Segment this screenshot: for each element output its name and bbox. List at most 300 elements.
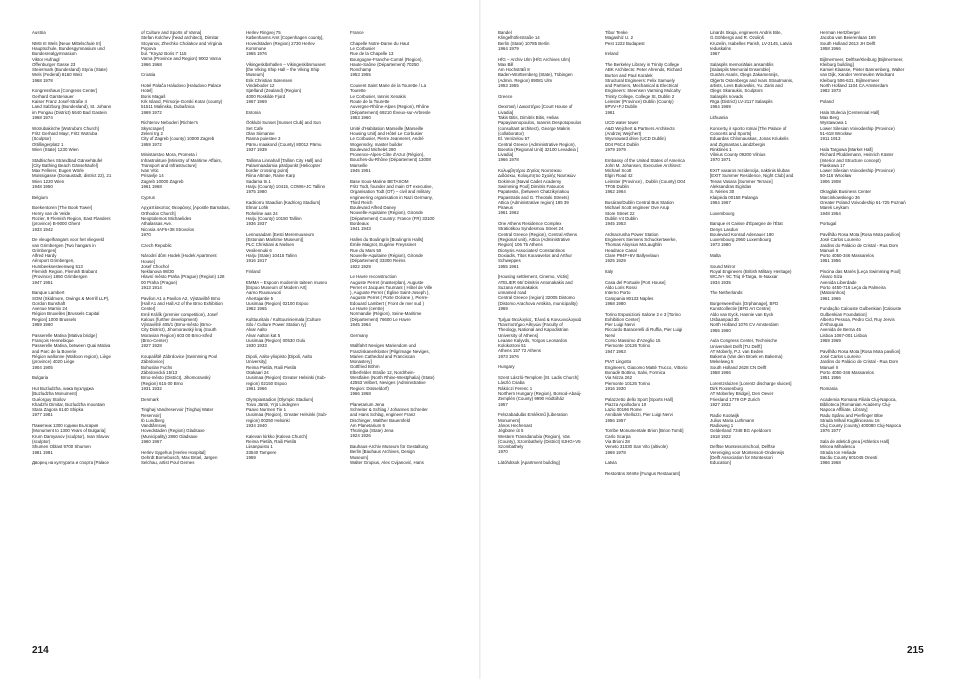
entry-line: van Grimbergen [Two hangars in bbox=[32, 242, 96, 248]
entry-line: Bohuslav Fuchs bbox=[141, 364, 173, 370]
entry-line: Pest 1222 Budapest bbox=[605, 40, 645, 46]
entry-line: Hovedstaden (Region) 2730 Herlev bbox=[246, 40, 315, 46]
entry-line: 1965 1976 bbox=[246, 51, 267, 57]
entry-line: Otakaari 24 bbox=[246, 369, 269, 375]
entry-line: Doxiadis, Titos Kouvavelos and Arthur bbox=[498, 252, 572, 258]
entry-line: Central Greece (region) 32005 Distomo bbox=[498, 295, 575, 301]
entry-line: Tibor Tenke bbox=[605, 30, 628, 35]
entry-heading-line: Richterov Neboderi [Richter's bbox=[141, 120, 198, 126]
entry-line: Rue du Mars 50 bbox=[350, 247, 382, 253]
entry-line: Dirk Roosenburg bbox=[710, 386, 743, 392]
entry-heading-line: Casa del Portuale [Port House] bbox=[605, 279, 666, 285]
entry-line: Friesland 1779 GP Zurich bbox=[710, 396, 760, 402]
entry-line: Napoca Affiliate, Library] bbox=[820, 407, 868, 413]
entry-line: Housing Unit] and Hôtel Le Corbusier bbox=[350, 130, 423, 136]
entry-line: 1947 1951 bbox=[32, 279, 53, 285]
right-page-column-2 bbox=[605, 30, 708, 620]
entry-line: 1945 1964 bbox=[350, 321, 371, 327]
entry-line: 1966 1968 bbox=[141, 61, 162, 67]
entry-line: (Interior and Structure concept) bbox=[820, 157, 881, 163]
entry-line: 1968 1980 bbox=[605, 300, 626, 306]
entry-line: Max Fellerer, Eugen Wörle bbox=[32, 168, 84, 174]
entry-line: Dokimon [Naval Cadet Academy bbox=[498, 178, 562, 184]
entry-line: Structural Engineers: Felix Samuely bbox=[605, 77, 675, 83]
entry-line: Radioweg 1 bbox=[710, 423, 734, 429]
entry-line: PLC Christiani & Nielsen bbox=[246, 242, 295, 248]
entry-heading-line: PIAT Lingotto bbox=[605, 359, 632, 365]
entry-line: (Region) 615 00 Brno bbox=[141, 380, 183, 386]
entry-line: Boeotia (Regional Unit) 32100 Levadeia [ bbox=[498, 146, 579, 152]
entry-heading-line: Bijlmermeer, Delftse/Kleiburg [Bijlmermeer, bbox=[820, 56, 904, 62]
entry-heading-line: One Athens Residence Complex bbox=[498, 221, 562, 227]
entry-line: of Culture and Sports of Varna] bbox=[141, 30, 202, 35]
entry-line: 1968 1974 bbox=[32, 114, 53, 120]
entry-line: Region: Düsseldorf) bbox=[350, 385, 389, 391]
left-page-column-2 bbox=[141, 30, 244, 620]
entry-heading-line: Boekentoren [The Book Tower] bbox=[32, 205, 93, 211]
entry-line: Linards Skuja, engineers Andris Bite, bbox=[710, 30, 782, 35]
entry-line: Michael Scott engineer Ove Arup bbox=[605, 205, 670, 211]
entry-line: Tenas Vasara [Summer Terrace] bbox=[710, 178, 773, 184]
entry-line: Engineers: Steensen Varming Mulcahy bbox=[605, 88, 681, 94]
entry-line: 1959 1960 bbox=[32, 322, 53, 328]
entry-line: Kolokotroni 51 bbox=[498, 343, 527, 349]
entry-line: Ahertajantie 5 bbox=[246, 295, 274, 301]
entry-line: 1961 1966 bbox=[820, 295, 841, 301]
entry-line: Third Reich bbox=[350, 199, 373, 205]
entry-line: Set Cafe bbox=[246, 125, 264, 131]
entry-line: 1904 1905 bbox=[32, 364, 53, 370]
entry-line: Szombathely bbox=[498, 444, 524, 450]
entry-heading-line: Chapelle Notre-Dame du Haut bbox=[350, 40, 410, 46]
entry-heading-line: Hala Targowa [Market Hall] bbox=[820, 146, 873, 152]
entry-heading-line: Restorāns Sēnīte [Fungus Restaurant] bbox=[605, 470, 680, 476]
entry-line: Berlin (State) 10785 Berlin bbox=[498, 40, 550, 46]
entry-heading-line: Torino Esposizioni Salone 2 e 3 [Torino bbox=[605, 311, 681, 317]
entry-line: 1969 1972 bbox=[141, 109, 162, 115]
entry-line: Bundesrealgymnasium bbox=[32, 51, 77, 57]
entry-line: Via Nizza 262 bbox=[605, 375, 633, 381]
entry-line: Bacău County 601045 Onesti bbox=[820, 454, 878, 460]
entry-line: 1957 bbox=[498, 401, 508, 407]
entry-heading-line: Torribe Monumentale Brion [Brion Tomb] bbox=[605, 428, 684, 434]
entry-heading-line: Luxembourg bbox=[710, 210, 735, 216]
entry-line: 1967 1969 bbox=[246, 98, 267, 104]
entry-line: Veneto 31030 San Vito (altivole) bbox=[605, 444, 668, 450]
entry-line: Ottillingerplatz 1 bbox=[32, 141, 64, 147]
entry-line: 1962 1965 bbox=[246, 306, 267, 312]
entry-line: Harju (County) 10415, COW6+JC Tallinn bbox=[246, 183, 326, 189]
entry-line: (Andrzej Wejchert) bbox=[605, 130, 642, 136]
entry-line: Engineers Siemens Schuckertwerke, bbox=[605, 237, 677, 243]
entry-line: Kaiser Franz Josef-Straße 4 bbox=[32, 99, 87, 105]
entry-line: Rīga (District) LV-2117 Salaspils bbox=[710, 98, 773, 104]
entry-line: [Monument to 1300 Years of Bulgaria] bbox=[32, 428, 106, 434]
entry-line: Fritz Todt, founder and main OT executive, bbox=[350, 183, 433, 189]
left-page-column-4 bbox=[350, 30, 453, 620]
entry-heading-line: Italy bbox=[605, 269, 614, 275]
entry-heading-line: Dipoli, Aalto-yliopisto [Dipoli, Aalto bbox=[246, 354, 313, 360]
entry-heading-line: Látóhátsok [Apartment building] bbox=[498, 460, 560, 466]
entry-heading-line: Bauhaus-Archiv Museum für Gestaltung bbox=[350, 444, 428, 450]
entry-line: Klaipėda 00158 Palanga bbox=[710, 194, 758, 200]
entry-heading-line: Tinghøj Vandreservoir [Tinghøj Water bbox=[141, 407, 214, 413]
entry-line: Humbeeksesteenweg 513 bbox=[32, 263, 83, 269]
entry-line: artists, Levs Bukovskis, Yu. Zaris and bbox=[710, 83, 783, 89]
entry-line: 1961 1966 bbox=[246, 385, 267, 391]
entry-line: TF05 Dublin bbox=[605, 183, 629, 189]
entry-line: Wien 1220 Wien bbox=[32, 178, 65, 184]
entry-line: Headrace Canal bbox=[605, 247, 637, 253]
entry-line: Piraeus bbox=[498, 205, 513, 211]
entry-line: Wystawowa 1 bbox=[820, 120, 848, 126]
entry-line: Région wallonne (Walloon region), Liège bbox=[32, 353, 111, 359]
entry-heading-line: Bulgaria bbox=[32, 375, 49, 381]
entry-line: South Holland 2613 JH Delft bbox=[820, 40, 876, 46]
entry-line: 1933 1942 bbox=[32, 226, 53, 232]
entry-heading-line: Estonia bbox=[246, 109, 261, 115]
entry-line: Krk Island, Primorje-Gorski Kotar (county) bbox=[141, 99, 223, 105]
entry-line: Papayiannopoulos, Ioannis Despotopoulos bbox=[498, 120, 582, 126]
entry-line: (County), Szombathely (District) 8JHG+V5 bbox=[498, 438, 581, 444]
entry-heading-line: EMMA – Espoon modernin taiteen museo bbox=[246, 279, 328, 285]
entry-line: Stefan Kolchev (head architect), Dimitar bbox=[141, 35, 219, 41]
entry-line: Royal Engineers (British Military Heritage) bbox=[710, 269, 792, 275]
entry-line: Center] bbox=[141, 306, 156, 312]
entry-line: Thomas Aloysius McLaughlin bbox=[605, 242, 662, 248]
entry-line: G.Göhbergs and R. Ozoliņš bbox=[710, 35, 764, 41]
entry-line: 1951 1956 bbox=[820, 258, 841, 264]
entry-line: Magashiz U. 2 bbox=[605, 35, 634, 41]
entry-line: 1934 1935 bbox=[710, 279, 731, 285]
entry-line: 1927 1932 bbox=[710, 401, 731, 407]
entry-line: 1969 1978 bbox=[605, 449, 626, 455]
entry-line: AT Moberly, P.J. van Eeden bbox=[710, 348, 764, 354]
entry-line: Auguste Perret (masterplan), Auguste bbox=[350, 279, 424, 285]
entry-heading-line: Croatia bbox=[141, 72, 156, 78]
entry-line: Annibale Vitellozzi, Pier Luigi Nervi bbox=[605, 412, 673, 418]
entry-line: Stratiotikou Syndesmou Street 24 bbox=[498, 226, 564, 232]
entry-line: Kleiburg building] bbox=[820, 61, 854, 67]
entry-line: Ranna puiestee 3 bbox=[246, 136, 281, 142]
entry-line: House] bbox=[141, 258, 155, 264]
entry-line: [City Bathing Beach Gänsehäufel] bbox=[32, 162, 98, 168]
entry-line: Gordon Bunshaft bbox=[32, 300, 66, 306]
entry-line: Interno Porto bbox=[605, 290, 631, 296]
entry-line: S. Nėries 30 bbox=[710, 189, 735, 195]
entry-line: Swimming Pool] Dimitris Fatouros bbox=[498, 183, 564, 189]
entry-line: Greater Poland Voivodeship 61-725 Poznań bbox=[820, 199, 906, 205]
entry-line: [Delft Association for Montessori bbox=[710, 455, 773, 461]
entry-line: 1953 1955 bbox=[498, 83, 519, 89]
entry-line: John M. Johansen, Executive Architect: bbox=[605, 162, 682, 168]
entry-line: unnamed road bbox=[498, 290, 527, 296]
entry-line: Riccardo Baracerelli di Ruffia, Pier Luigi bbox=[605, 327, 683, 333]
entry-line: Moravian Region) 603 00 Brno-střed bbox=[141, 332, 213, 338]
entry-line: Zábrdovice] bbox=[141, 359, 164, 365]
entry-heading-line: Couvent Saint Marie de la Tourette / La bbox=[350, 83, 427, 89]
entry-line: Leaane Kalyvds, Yorgos Leonardos bbox=[498, 337, 568, 343]
entry-line: Haute-Saône (Département) 70250 bbox=[350, 61, 419, 67]
entry-line: Viktor Hufnagl bbox=[32, 56, 60, 62]
entry-line: 1948 1954 bbox=[820, 210, 841, 216]
entry-line: 51511 Malinska, Dubašnica bbox=[141, 104, 195, 110]
entry-line: (Département) 69210 Éveux-sur-Arbresle bbox=[350, 109, 431, 115]
entry-line: 1906 1908 bbox=[820, 178, 841, 184]
entry-line: Bouches-du-Rhône (Département) 13008 bbox=[350, 157, 431, 163]
entry-line: Aéroport Grimbergen, bbox=[32, 258, 75, 264]
entry-line: Dionysis Associates/ Constantinos bbox=[498, 247, 565, 253]
entry-line: Auvergne-Rhône-Alpes (Region), Rhône bbox=[350, 104, 430, 110]
entry-line: (collaborator) bbox=[498, 130, 524, 136]
entry-line: 1977 1981 bbox=[32, 412, 53, 418]
entry-line: Uusimaa (Region) 00530 Oulu bbox=[246, 338, 306, 344]
entry-line: (province) 4020 Liège bbox=[32, 359, 75, 365]
entry-line: Concerts and Sports] bbox=[710, 130, 752, 136]
entry-line: Wogenscky, master builder bbox=[350, 141, 403, 147]
entry-line: Moissigasse (Donaustadt, district 22), 21 bbox=[32, 173, 112, 179]
entry-line: Northern Hungary (Region), Borsod-Abaúj- bbox=[498, 391, 582, 397]
entry-line: Elberfelder Straße 12, Nordrhein- bbox=[350, 369, 415, 375]
entry-heading-line: Lorentzsluizen [Lorentz discharge sluices] bbox=[710, 380, 792, 386]
entry-heading-line: Pavilhão Rosa Mota [Rosa Mota pavilion] bbox=[820, 348, 901, 354]
entry-line: Papatestis, (between Chatzikyriakou bbox=[498, 189, 570, 195]
entry-line: and Zigmantas Liandzbergis bbox=[710, 141, 766, 147]
entry-heading-line: Fundação Calouste Gulbenkian [Calouste bbox=[820, 306, 902, 312]
entry-heading-line: Städtisches Strandbad Gänsehäufel bbox=[32, 157, 103, 163]
entry-line: Zeleni trg 2 bbox=[141, 130, 163, 136]
entry-line: Gulbenkian Foundation] bbox=[820, 311, 867, 317]
entry-line: WCJV+ 9C Triq Il-Targa, In-Naxxar bbox=[710, 274, 778, 280]
entry-line: Stara Zagora 6140 Shipka bbox=[32, 407, 84, 413]
entry-heading-line: Kadriorru Staadion [Kadriorg Stadium] bbox=[246, 199, 321, 205]
entry-line: van Dijk, Xander Vermeulen Windsant bbox=[820, 72, 894, 78]
entry-line: Hotel] bbox=[141, 88, 153, 94]
entry-line: Uusimaa (Region) 02100 Espoo bbox=[246, 300, 309, 306]
entry-line: 1966 1968 bbox=[350, 390, 371, 396]
entry-line: Jardins do Palácio de Cristal - Rua Dom bbox=[820, 242, 899, 248]
entry-line: Porto 4050-346 Massarelos bbox=[820, 369, 874, 375]
entry-line: Erik Christian Sørensen bbox=[246, 77, 293, 83]
entry-line: Theology, National and Kapodistrian bbox=[498, 327, 569, 333]
entry-line: region) 00250 Helsinki bbox=[246, 417, 290, 423]
entry-line: Herman Hertzberger bbox=[820, 30, 861, 35]
entry-line: 1931 1932 bbox=[141, 385, 162, 391]
entry-line: AT Moberley Bridge], Den Oever bbox=[710, 391, 774, 397]
entry-line: border crossing point] bbox=[246, 168, 289, 174]
entry-line: Neklanova 98/30 bbox=[141, 269, 174, 275]
entry-line: 1941 1943 bbox=[350, 226, 371, 232]
entry-line: Skyscraper] bbox=[141, 125, 165, 131]
entry-heading-line: Halles du Boulingrin [Boulingrin Halls] bbox=[350, 237, 424, 243]
entry-line: Organisation Todt (OT) – civil and military bbox=[350, 189, 431, 195]
entry-line: [the Viking Ship Hall – the Viking Ship bbox=[246, 67, 320, 73]
entry-line: D04 P6C4 Dublin bbox=[605, 141, 639, 147]
entry-line: Max Bill bbox=[498, 61, 514, 67]
entry-line: Salaspils novads bbox=[710, 93, 743, 99]
entry-line: Avenida de Berna 45 bbox=[820, 327, 861, 333]
entry-line: Nervi bbox=[605, 332, 616, 338]
entry-line: 1982 1973 bbox=[820, 88, 841, 94]
entry-heading-line: Palazzetto dello Sport [Sports Hall] bbox=[605, 396, 673, 402]
entry-line: and Partners, Mechanical & Electrical bbox=[605, 83, 678, 89]
entry-line: Gottfried Böhm bbox=[350, 364, 380, 370]
entry-line: Lower Silesian Voivodeship (Province) bbox=[820, 168, 895, 174]
entry-line: ATELIER 66/ Dimitris Antonakakis and bbox=[498, 279, 573, 285]
entry-line: 1960 1967 bbox=[141, 438, 162, 444]
entry-line: Flemish Region, Flemish Brabant bbox=[32, 269, 97, 275]
entry-line: Krum Damyanov (sculptor), Ivan Slavov bbox=[32, 433, 110, 439]
entry-line: Vindeboder 12 bbox=[246, 83, 275, 89]
entry-line: (Matosinhos) bbox=[820, 290, 846, 296]
entry-line: Offenburger Gasse 23 bbox=[32, 61, 76, 67]
entry-line: François Hennebique bbox=[32, 338, 74, 344]
entry-line: 1968 1978 bbox=[32, 77, 53, 83]
entry-line: 1981 1981 bbox=[32, 449, 53, 455]
entry-line: 1913 1914 bbox=[141, 285, 162, 290]
entry-line: Marseille bbox=[350, 162, 368, 168]
entry-line: Ivan Vitic bbox=[141, 168, 159, 174]
entry-line: 1973 1980 bbox=[710, 242, 731, 248]
entry-line: [Buzludzha Monument] bbox=[32, 391, 77, 397]
entry-heading-line: Belgium bbox=[32, 194, 48, 200]
entry-line: Émile Maigrot, Eugène Freyssinet bbox=[350, 242, 416, 248]
entry-line: IJsbaanpad 3b bbox=[710, 316, 739, 322]
entry-line: Διδάσκω, Κολυμπητιο Σχολής Ναυτικών bbox=[498, 173, 576, 179]
entry-line: A&D Wejchert & Partners Architects bbox=[605, 125, 675, 131]
entry-line: North Holland 1076 CV Amsterdam bbox=[710, 322, 779, 328]
entry-heading-line: Szent László-Templom [St. Ladis Church] bbox=[498, 375, 579, 381]
entry-line: (Admin. Region) 89081 Ulm bbox=[498, 77, 553, 83]
entry-heading-line: Poland bbox=[820, 99, 834, 105]
entry-heading-line: Czech Republic bbox=[141, 242, 172, 248]
entry-line: Ieduskalns bbox=[710, 45, 731, 51]
entry-line: Le Corbusier, Pierre Jeanneret, André bbox=[350, 136, 424, 142]
right-page-column-3 bbox=[710, 30, 813, 620]
entry-line: Schweppes bbox=[498, 258, 521, 264]
entry-line: University of Athens] bbox=[498, 332, 539, 338]
entry-line: 1918 1922 bbox=[710, 433, 731, 439]
entry-heading-line: Aula Congress Center, Technische bbox=[710, 338, 778, 344]
entry-line: Nouvelle-Aquitaine (Région), Gironde bbox=[350, 210, 423, 216]
entry-line: 1953 1960 bbox=[350, 114, 371, 120]
entry-line: Normandie (Région), Seine-Maritime bbox=[350, 311, 422, 317]
entry-heading-line: Greece bbox=[498, 93, 513, 99]
entry-line: Khadzhi Dimitar, Buzludzha mountain bbox=[32, 401, 105, 407]
entry-line: Leinster (Province) Dublin (County) bbox=[605, 99, 674, 105]
entry-heading-line: Kalevan kirkko [Kaleva Church] bbox=[246, 433, 308, 439]
entry-line: region) 02150 Espoo bbox=[246, 380, 287, 386]
entry-heading-line: Οικιστική / Δικαστήριο [Court House of bbox=[498, 104, 573, 110]
entry-heading-line: Delftse Montessorischool, Delftse bbox=[710, 444, 776, 450]
entry-heading-line: Olympiastadion [Olympic Stadium] bbox=[246, 396, 314, 402]
entry-line: José Carlos Loureiro bbox=[820, 354, 861, 360]
entry-line: Toivo Jäntti, Yrjö Lindegren bbox=[246, 401, 299, 407]
entry-line: Région Bruxelles [Brussels Capital bbox=[32, 311, 100, 317]
entry-heading-line: HfG – Archiv Ulm [HfG Archives Ulm] bbox=[498, 56, 570, 62]
entry-line: Harju (County) 10150 Tallinn bbox=[246, 215, 302, 221]
entry-line: 1924 1926 bbox=[350, 433, 371, 439]
entry-line: Uusimaa (Region), Greater Helsinki (Sub- bbox=[246, 412, 328, 418]
entry-line: Provence-Alpes-Côte d'Azur (Région), bbox=[350, 152, 425, 158]
entry-line: Livadia] bbox=[498, 109, 514, 115]
entry-heading-line: Salaspils memoriālais ansamblis bbox=[710, 61, 774, 67]
entry-line: Schreiter & Schlag / Johannes Schreiter bbox=[350, 406, 428, 412]
entry-line: Piemonte 10126 Torino bbox=[605, 343, 651, 349]
entry-line: Dublin V4 Dublin bbox=[605, 215, 638, 221]
entry-heading-line: The Netherlands bbox=[710, 290, 743, 296]
entry-line: Kommune bbox=[246, 45, 267, 51]
book-gutter bbox=[479, 0, 481, 679]
entry-line: Aldo van Eyck, Hannie van Eyck bbox=[710, 311, 774, 317]
entry-line: [Salaspils Memorial Ensemble] bbox=[710, 67, 771, 73]
entry-line: 1966 1978 bbox=[498, 157, 519, 163]
entry-heading-line: Vikingeskibshallen – Vikingeskibsmuseet bbox=[246, 61, 326, 67]
entry-line: Reima Pietilä, Raili Pietilä bbox=[246, 438, 297, 444]
entry-line: Central Greece (Region), Central Athens bbox=[498, 231, 578, 237]
entry-line: 1936 1937 bbox=[246, 221, 267, 227]
entry-line: Hlavní město Praha (Prague) (Region) 128 bbox=[141, 274, 225, 280]
entry-line: 1927 1928 bbox=[141, 343, 162, 349]
entry-heading-line: Паметник 1300 години България bbox=[32, 423, 99, 429]
entry-line: Region) 106 75 Athens bbox=[498, 242, 543, 248]
entry-line: Hauptschule, Bundesgymnasium und bbox=[32, 45, 105, 51]
entry-heading-line: Hut Buzludzha, хижа Бузлуджа bbox=[32, 385, 94, 391]
entry-line: Vereniging voor Montessori-Onderwijs bbox=[710, 449, 785, 455]
entry-line: Education] bbox=[710, 460, 731, 466]
entry-line: Popova bbox=[141, 45, 156, 51]
entry-line: 1970 1971 bbox=[710, 157, 731, 163]
entry-line: Elgin Road 42 bbox=[605, 173, 633, 179]
entry-line: Avenida Liberdade bbox=[820, 279, 857, 285]
entry-line: Orthodox Church] bbox=[141, 210, 176, 216]
entry-line: Alfred Hardy bbox=[32, 253, 57, 259]
entry-line: Piazza Apollodoro 10 bbox=[605, 401, 647, 407]
entry-line: (Regional unit), Attica (Administrative bbox=[498, 237, 570, 243]
entry-line: 1947 1963 bbox=[605, 348, 626, 354]
entry-line: 1953 1955 bbox=[350, 72, 371, 78]
entry-line: 1958 1966 bbox=[820, 45, 841, 51]
entry-line: Alvar Aalton kat 5 bbox=[246, 332, 281, 338]
entry-line: 1945 1953 bbox=[605, 221, 626, 227]
entry-line: 1958 1966 bbox=[710, 370, 731, 376]
entry-line: Am Planetarium 5 bbox=[350, 422, 385, 428]
entry-line: Kamiel Klaasse, Pieter Bannenberg, Walter bbox=[820, 67, 905, 73]
entry-line: László Csaba bbox=[498, 380, 525, 386]
entry-line: Kalous (further development) bbox=[141, 316, 198, 322]
entry-line: bul. "Knyaz Boris I" 115 bbox=[141, 51, 187, 57]
entry-heading-line: Herlev Sygehus [Herlev Hospital] bbox=[141, 449, 206, 455]
entry-heading-line: France bbox=[350, 30, 364, 35]
entry-line: Aarno Ruusuvuori bbox=[246, 290, 282, 296]
entry-line: Infrastrukture [Ministry of Maritime Affairs, bbox=[141, 157, 222, 163]
entry-line: 1975 1980 bbox=[246, 189, 267, 195]
entry-heading-line: Piscina das Marés [Leça Swimming Pool] bbox=[820, 269, 901, 275]
entry-line: Region] 1000 Brussels bbox=[32, 316, 77, 322]
entry-line: Oļģerts Ostenbergs and Ivars Strautmanis, bbox=[710, 77, 794, 83]
entry-line: Vesilennuki 6 bbox=[246, 247, 272, 253]
entry-heading-line: Koupaliště Zábrdovice [Swimming Pool bbox=[141, 354, 218, 360]
entry-line: 1970 bbox=[498, 449, 508, 455]
entry-line: Clare P94F+6V Ballyvelaun bbox=[605, 253, 659, 259]
entry-line: (sculptor) bbox=[32, 438, 51, 444]
left-page-column-1 bbox=[32, 30, 135, 620]
entry-line: Herlev Ringvej 75 bbox=[246, 30, 281, 35]
entry-line: Campania 80133 Naples bbox=[605, 295, 654, 301]
entry-line: (consultant architect), George Makris bbox=[498, 125, 570, 131]
entry-line: Eduardas Chlomauskas, Jonas Kriukelis bbox=[710, 136, 789, 142]
entry-line: Thüringia (State) Jena bbox=[350, 428, 394, 434]
